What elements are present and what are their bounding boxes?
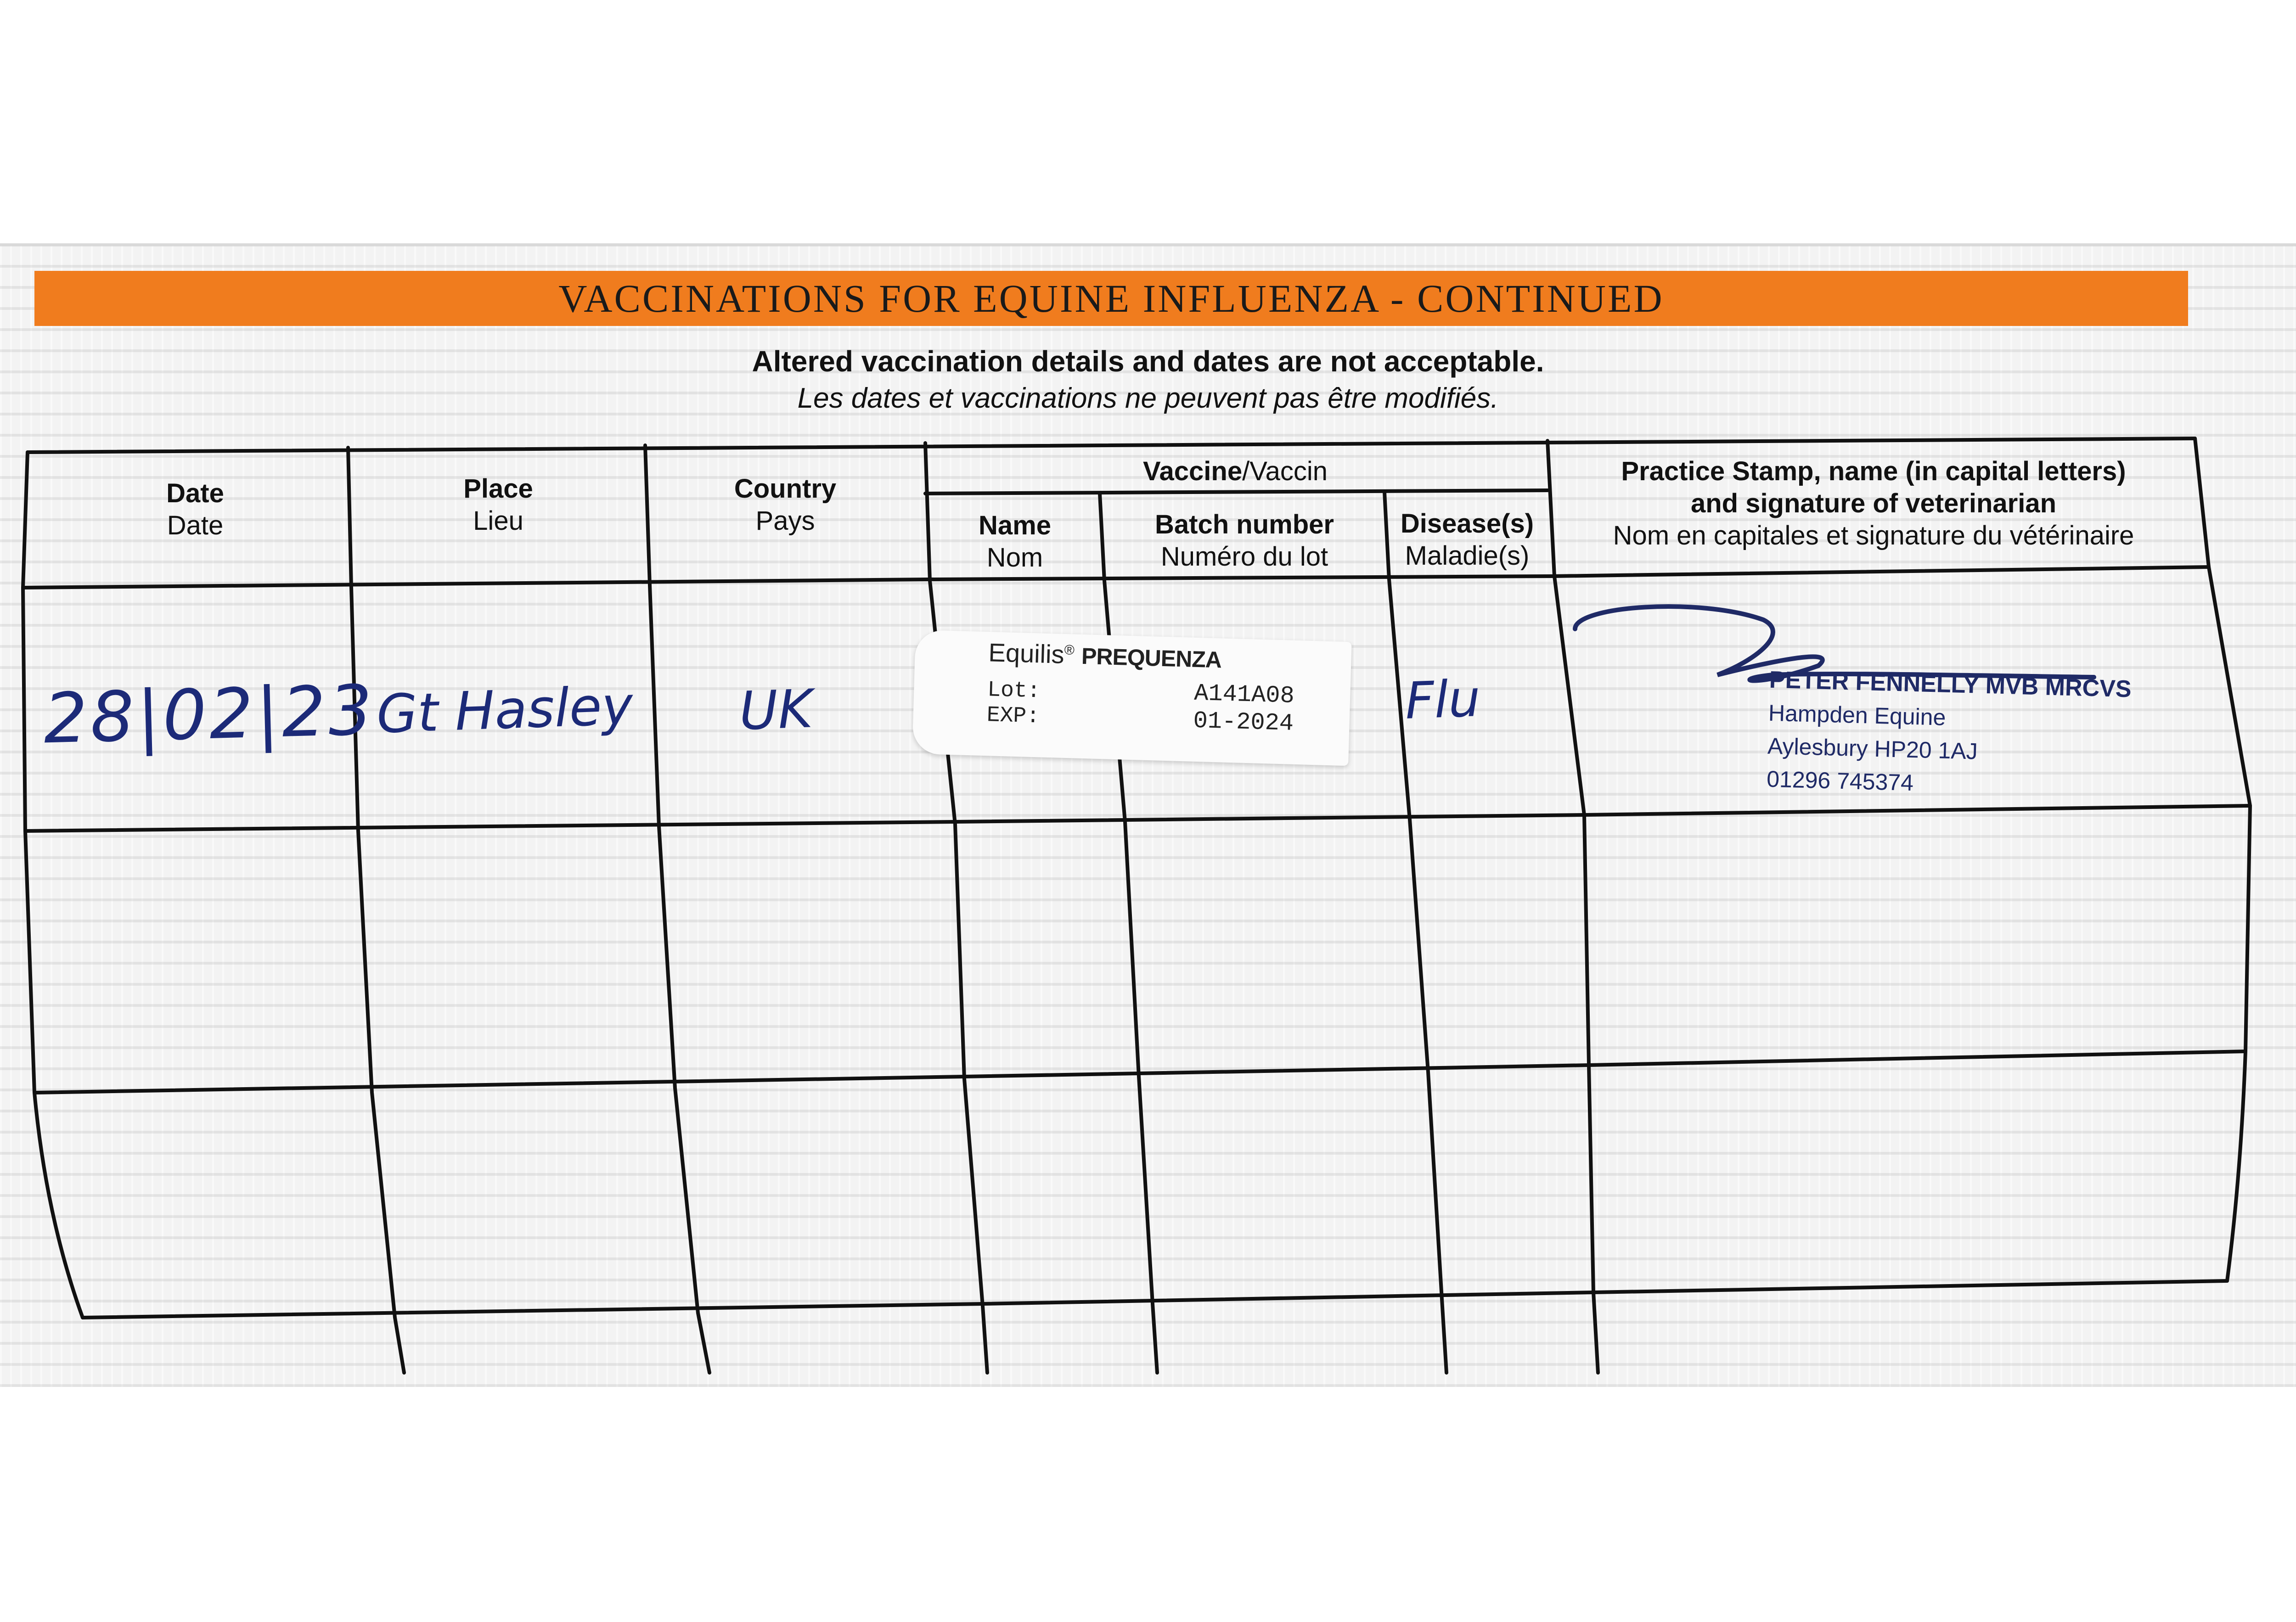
sticker-exp-key: EXP: <box>986 703 1040 730</box>
column-line-batch <box>1384 492 1446 1373</box>
vaccine-batch-sticker <box>912 630 1351 766</box>
header-vaccine-name: Name Nom <box>979 511 1051 572</box>
header-country: Country Pays <box>734 474 837 536</box>
sticker-lot-value: A141A08 <box>1193 679 1295 710</box>
vaccine-product: PREQUENZA <box>1081 643 1222 673</box>
column-line-disease <box>1548 441 1598 1373</box>
table-right-border <box>2195 438 2250 1281</box>
header-place: Place Lieu <box>463 474 533 536</box>
notice-english: Altered vaccination details and dates are not acceptable. <box>752 345 1544 378</box>
banner-title: VACCINATIONS FOR EQUINE INFLUENZA - CONTINUED <box>558 276 1664 320</box>
header-vaccine: Vaccine/Vaccin <box>1143 456 1328 486</box>
entry-disease: Flu <box>1404 669 1481 730</box>
sticker-lot-key: Lot: <box>987 678 1041 704</box>
column-line-country <box>925 443 987 1373</box>
header-batch-number: Batch number Numéro du lot <box>1155 510 1334 572</box>
header-disease: Disease(s) Maladie(s) <box>1400 509 1534 571</box>
table-left-border <box>23 452 83 1318</box>
stamp-address: Aylesbury HP20 1AJ <box>1767 733 1978 764</box>
entry-place: Gt Hasley <box>375 675 634 746</box>
sticker-exp-value: 01-2024 <box>1193 707 1294 737</box>
stamp-practice: Hampden Equine <box>1768 700 1947 730</box>
entry-date: 28|02|23 <box>42 670 376 759</box>
vaccine-subheader-line <box>925 490 1548 494</box>
column-line-name <box>1100 494 1157 1373</box>
entry-country: UK <box>738 678 814 742</box>
header-date: Date Date <box>166 478 224 540</box>
header-practice-stamp: Practice Stamp, name (in capital letters) and signature of veterinarian Nom en capitales et signature du vétérinaire <box>1613 456 2134 550</box>
vaccine-brand: Equilis® PREQUENZA <box>988 638 1222 673</box>
notice-french: Les dates et vaccinations ne peuvent pas être modifiés. <box>797 382 1499 414</box>
table-top-border <box>28 438 2195 452</box>
stamp-vet-name: PETER FENNELLY MVB MRCVS <box>1769 666 2132 703</box>
practice-stamp <box>1766 663 2132 805</box>
column-line-place <box>645 445 709 1373</box>
stamp-phone: 01296 745374 <box>1766 766 1914 796</box>
